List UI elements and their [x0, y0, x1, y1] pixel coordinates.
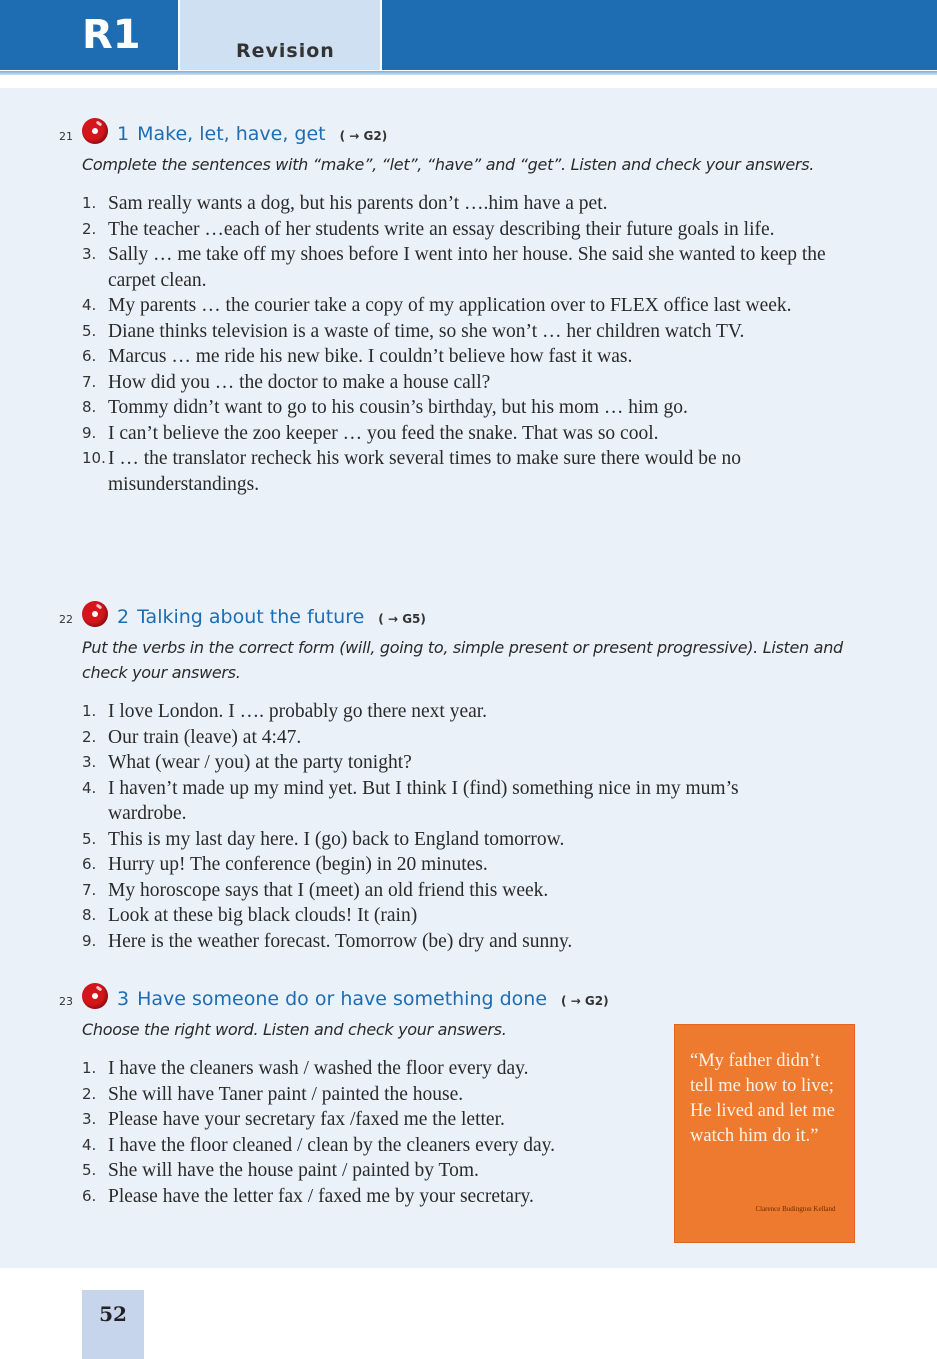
exercise-title [117, 606, 426, 628]
list-item [0, 878, 808, 904]
list-item [0, 319, 854, 345]
item-text: This is my last day here. I (go) back to England tomorrow. [108, 828, 565, 850]
item-number: 1. [82, 194, 97, 212]
list-item [0, 217, 854, 243]
grammar-reference: ( → G2) [561, 994, 609, 1008]
item-number: 8. [82, 398, 97, 416]
list-item [0, 242, 854, 293]
exercise-title-text: Talking about the future [137, 606, 365, 628]
item-number: 6. [82, 1186, 97, 1205]
item-text: The teacher …each of her students write an essay describing their future goals in life. [108, 218, 775, 240]
item-number: 7. [82, 880, 97, 899]
item-text: I can’t believe the zoo keeper … you feed the snake. That was so cool. [108, 422, 659, 444]
item-number: 2. [82, 727, 97, 746]
item-text: I have the cleaners wash / washed the floor every day. [108, 1058, 529, 1079]
exercise-section-2 [0, 601, 937, 954]
exercise-number: 1 [117, 123, 130, 145]
item-text: I haven’t made up my mind yet. But I think I (find) something nice in my mum’s wardrobe. [108, 777, 739, 824]
grammar-reference: ( → G2) [339, 129, 388, 143]
item-text: Hurry up! The conference (begin) in 20 minutes. [108, 854, 488, 875]
item-text: My parents … the courier take a copy of my application over to FLEX office last week. [108, 295, 792, 316]
item-number: 3. [82, 245, 97, 263]
exercise-title-text: Make, let, have, get [137, 123, 326, 145]
list-item [0, 827, 808, 853]
item-number: 2. [82, 219, 97, 238]
exercise-title [117, 123, 387, 145]
exercise-heading [0, 601, 937, 635]
list-item [0, 293, 854, 319]
item-text: Tommy didn’t want to go to his cousin’s birthday, but his mom … him go. [108, 397, 688, 418]
item-text: Our train (leave) at 4:47. [108, 726, 302, 748]
item-text: Here is the weather forecast. Tomorrow (be) dry and sunny. [108, 930, 573, 952]
list-item [0, 1133, 668, 1159]
track-number: 21 [59, 130, 73, 143]
item-number: 10. [82, 449, 106, 467]
quote-box [674, 1024, 855, 1243]
item-number: 4. [82, 1135, 97, 1154]
item-number: 8. [82, 906, 97, 924]
header-divider [0, 71, 937, 75]
item-text: Sam really wants a dog, but his parents don’t ….him have a pet. [108, 193, 608, 214]
item-number: 2. [82, 1084, 97, 1103]
quote-text: “My father didn’t tell me how to live; He lived and let me watch him do it.” [690, 1051, 835, 1146]
item-text: Please have your secretary fax /faxed me the letter. [108, 1109, 505, 1130]
item-text: She will have Taner paint / painted the house. [108, 1083, 464, 1105]
item-text: Marcus … me ride his new bike. I couldn’t believe how fast it was. [108, 346, 633, 367]
item-number: 7. [82, 372, 97, 391]
list-item [0, 191, 854, 217]
exercise-list [0, 191, 937, 497]
exercise-instruction: Complete the sentences with “make”, “let”, “have” and “get”. Listen and check your answers. [82, 155, 815, 174]
item-number: 6. [82, 855, 97, 873]
list-item [0, 395, 854, 421]
list-item [0, 1056, 668, 1082]
track-number: 22 [59, 613, 73, 626]
unit-title: Revision [180, 0, 380, 70]
item-number: 4. [82, 296, 97, 314]
item-number: 5. [82, 829, 97, 848]
exercise-section-1 [0, 118, 937, 497]
list-item [0, 1107, 668, 1133]
item-text: I … the translator recheck his work several times to make sure there would be no misunderstandings. [108, 448, 741, 495]
list-item [0, 344, 854, 370]
grammar-reference: ( → G5) [378, 612, 426, 626]
list-item [0, 1082, 668, 1108]
exercise-instruction: Put the verbs in the correct form (will, going to, simple present or present progressive). Listen and check your answers. [82, 638, 843, 682]
list-item [0, 852, 808, 878]
item-text: What (wear / you) at the party tonight? [108, 752, 412, 773]
item-text: Sally … me take off my shoes before I went into her house. She said she wanted to keep the carpet clean. [108, 244, 826, 291]
exercise-number: 2 [117, 606, 130, 628]
list-item [0, 725, 808, 751]
item-text: Please have the letter fax / faxed me by your secretary. [108, 1185, 534, 1207]
exercise-number: 3 [117, 988, 130, 1010]
list-item [0, 903, 808, 929]
cd-icon[interactable] [82, 601, 108, 627]
item-number: 6. [82, 347, 97, 365]
page-number: 52 [82, 1290, 144, 1359]
item-text: How did you … the doctor to make a house call? [108, 371, 491, 393]
cd-icon[interactable] [82, 118, 108, 144]
unit-code: R1 [0, 0, 178, 70]
item-number: 5. [82, 1161, 97, 1179]
header-band [382, 0, 937, 70]
item-text: Look at these big black clouds! It (rain) [108, 905, 418, 926]
item-text: I have the floor cleaned / clean by the cleaners every day. [108, 1134, 556, 1156]
item-text: She will have the house paint / painted by Tom. [108, 1160, 479, 1181]
exercise-title-text: Have someone do or have something done [137, 988, 548, 1010]
list-item [0, 1184, 668, 1210]
exercise-list [0, 699, 937, 954]
item-text: I love London. I …. probably go there next year. [108, 701, 488, 722]
list-item [0, 1158, 668, 1184]
item-number: 1. [82, 702, 97, 720]
list-item [0, 446, 854, 497]
item-number: 5. [82, 321, 97, 340]
exercise-title [117, 988, 609, 1010]
track-number: 23 [59, 995, 73, 1008]
exercise-instruction: Choose the right word. Listen and check your answers. [82, 1020, 507, 1039]
exercise-heading [0, 983, 937, 1017]
list-item [0, 750, 808, 776]
list-item [0, 421, 854, 447]
list-item [0, 370, 854, 396]
cd-icon[interactable] [82, 983, 108, 1009]
list-item [0, 699, 808, 725]
item-text: Diane thinks television is a waste of time, so she won’t … her children watch TV. [108, 320, 745, 342]
item-number: 9. [82, 931, 97, 950]
item-number: 9. [82, 423, 97, 442]
list-item [0, 776, 808, 827]
item-number: 3. [82, 1110, 97, 1128]
page-header [0, 0, 937, 76]
list-item [0, 929, 808, 955]
item-number: 4. [82, 778, 97, 797]
item-number: 3. [82, 753, 97, 771]
item-number: 1. [82, 1059, 97, 1077]
exercise-heading [0, 118, 937, 152]
quote-author: Clarence Budington Kelland [755, 1205, 836, 1213]
item-text: My horoscope says that I (meet) an old friend this week. [108, 879, 549, 901]
